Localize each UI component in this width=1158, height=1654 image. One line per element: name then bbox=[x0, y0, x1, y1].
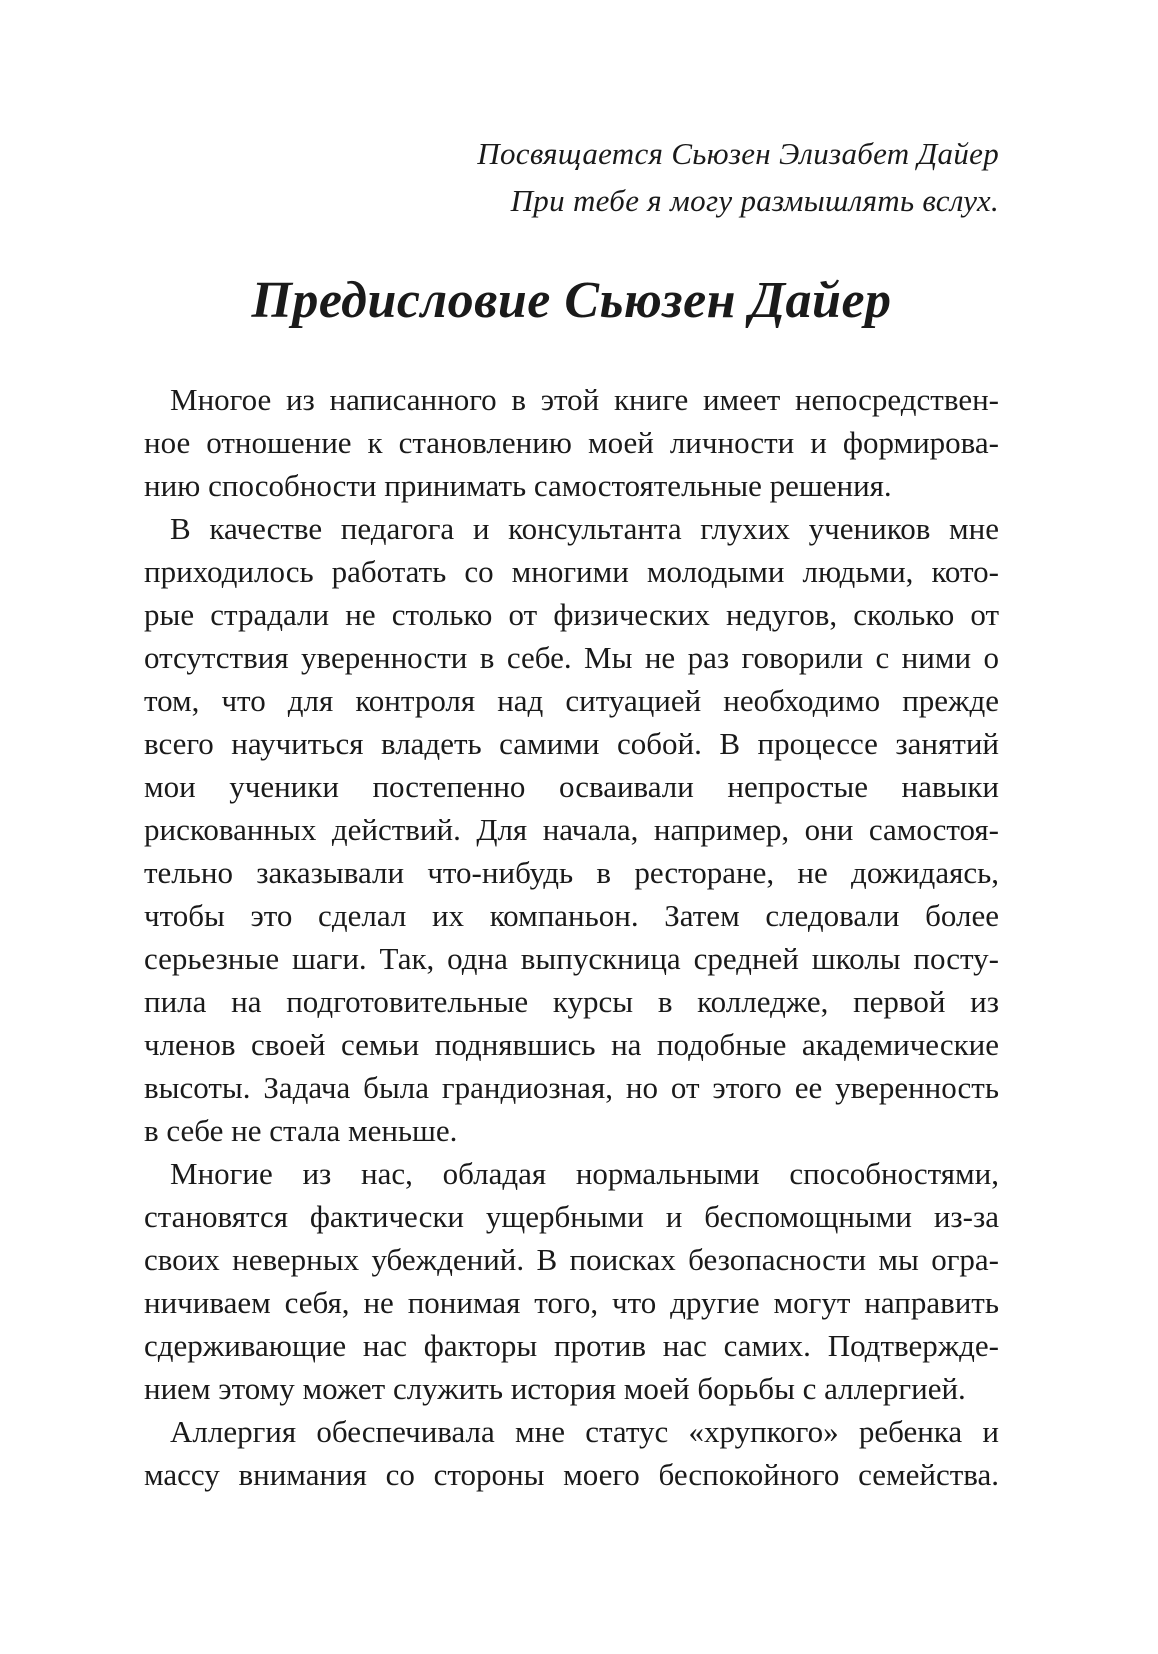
text-line: отсутствия уверенности в себе. Мы не раз говорили с ними о bbox=[144, 640, 999, 675]
text-line: тельно заказывали что-нибудь в ресторане, не дожидаясь, bbox=[144, 855, 999, 890]
text-line: ничиваем себя, не понимая того, что другие могут направить bbox=[144, 1285, 999, 1320]
body-text bbox=[144, 378, 999, 1496]
paragraph bbox=[144, 1410, 999, 1496]
text-line: приходилось работать со многими молодыми людьми, кото- bbox=[144, 554, 999, 589]
dedication-line: При тебе я могу размышлять вслух. bbox=[510, 183, 999, 218]
text-line: в себе не стала меньше. bbox=[144, 1113, 458, 1148]
dedication-line: Посвящается Сьюзен Элизабет Дайер bbox=[477, 136, 999, 171]
text-line: становятся фактически ущербными и беспомощными из-за bbox=[144, 1199, 999, 1234]
text-line: пила на подготовительные курсы в колледже, первой из bbox=[144, 984, 999, 1019]
chapter-heading: Предисловие Сьюзен Дайер bbox=[251, 272, 892, 329]
text-block bbox=[144, 0, 999, 1496]
text-line: Многое из написанного в этой книге имеет непосредствен- bbox=[170, 382, 999, 417]
paragraph bbox=[144, 1152, 999, 1410]
text-line: В качестве педагога и консультанта глухих учеников мне bbox=[170, 511, 999, 546]
text-line: высоты. Задача была грандиозная, но от этого ее уверенность bbox=[144, 1070, 999, 1105]
text-line: ное отношение к становлению моей личности и формирова- bbox=[144, 425, 999, 460]
text-line: членов своей семьи поднявшись на подобные академические bbox=[144, 1027, 999, 1062]
text-line: рые страдали не столько от физических недугов, сколько от bbox=[144, 597, 999, 632]
text-line: серьезные шаги. Так, одна выпускница средней школы посту- bbox=[144, 941, 999, 976]
text-line: рискованных действий. Для начала, например, они самостоя- bbox=[144, 812, 999, 847]
dedication bbox=[144, 130, 999, 224]
text-line: сдерживающие нас факторы против нас самих. Подтвержде- bbox=[144, 1328, 999, 1363]
paragraph bbox=[144, 378, 999, 507]
text-line: нием этому может служить история моей борьбы с аллергией. bbox=[144, 1371, 966, 1406]
text-line: чтобы это сделал их компаньон. Затем следовали более bbox=[144, 898, 999, 933]
paragraph bbox=[144, 507, 999, 1152]
text-line: нию способности принимать самостоятельные решения. bbox=[144, 468, 892, 503]
text-line: массу внимания со стороны моего беспокойного семейства. bbox=[144, 1457, 999, 1492]
text-line: том, что для контроля над ситуацией необходимо прежде bbox=[144, 683, 999, 718]
text-line: всего научиться владеть самими собой. В процессе занятий bbox=[144, 726, 999, 761]
text-line: мои ученики постепенно осваивали непростые навыки bbox=[144, 769, 999, 804]
text-line: Многие из нас, обладая нормальными способностями, bbox=[170, 1156, 999, 1191]
text-line: своих неверных убеждений. В поисках безопасности мы огра- bbox=[144, 1242, 999, 1277]
text-line: Аллергия обеспечивала мне статус «хрупкого» ребенка и bbox=[170, 1414, 999, 1449]
